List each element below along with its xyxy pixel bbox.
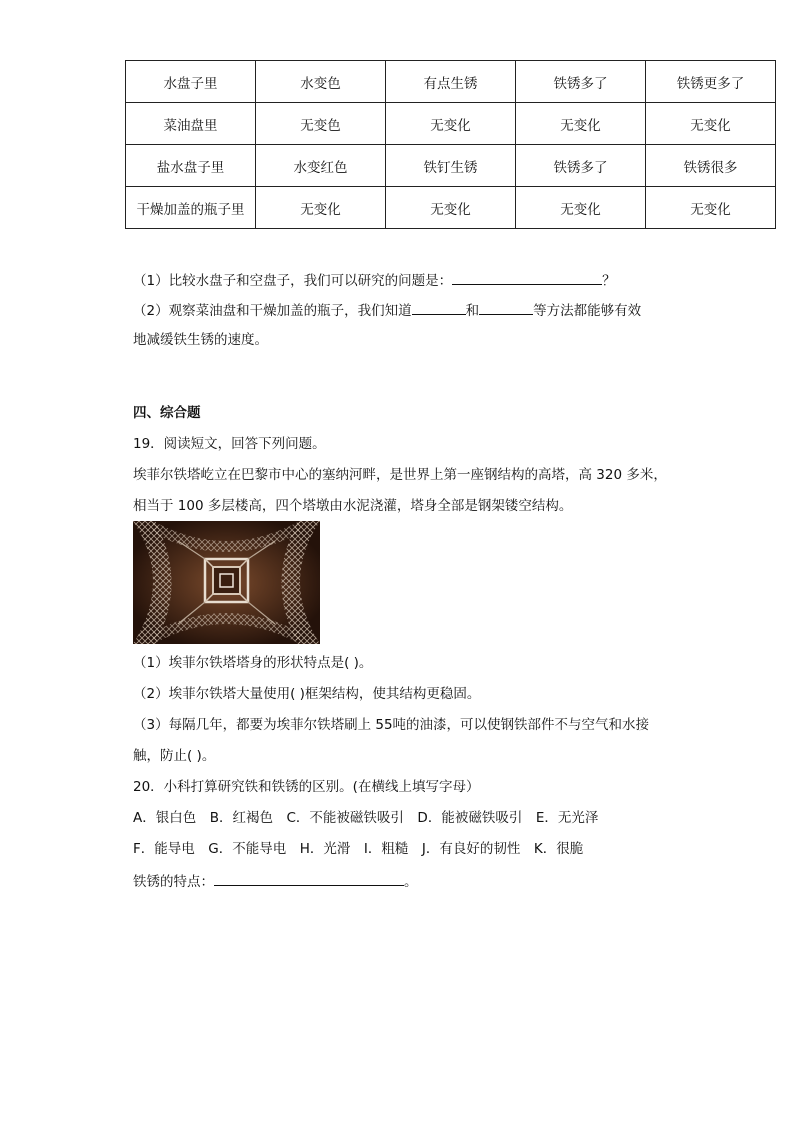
question-20-stem: 20．小科打算研究铁和铁锈的区别。(在横线上填写字母）: [133, 779, 480, 795]
table-cell: 水盘子里: [126, 61, 256, 103]
table-cell: 铁钉生锈: [386, 145, 516, 187]
section-title: 四、综合题: [133, 405, 201, 421]
table-cell: 铁锈多了: [516, 61, 646, 103]
table-row: [126, 187, 776, 229]
q18-part1-end: ？: [602, 273, 616, 289]
table-cell: 盐水盘子里: [126, 145, 256, 187]
table-cell: 水变色: [256, 61, 386, 103]
question-18-part-1: [133, 270, 616, 290]
eiffel-tower-photo: [133, 521, 320, 644]
table-cell: 铁锈很多: [646, 145, 776, 187]
question-18-part-2-cont: 地减缓铁生锈的速度。: [133, 332, 268, 348]
q18-answer-blank-1[interactable]: [452, 270, 602, 285]
table-cell: 无变色: [256, 103, 386, 145]
question-20-answer-line: [133, 871, 418, 891]
table-cell: 无变化: [256, 187, 386, 229]
q18-part2-text: （2）观察菜油盘和干燥加盖的瓶子，我们知道: [133, 303, 412, 319]
question-19-passage-line-1: 埃菲尔铁塔屹立在巴黎市中心的塞纳河畔，是世界上第一座钢结构的高塔，高 320 多米，: [133, 467, 667, 483]
table-cell: 菜油盘里: [126, 103, 256, 145]
question-20-options-line-2: F．能导电 G．不能导电 H．光滑 I．粗糙 J．有良好的韧性 K．很脆: [133, 841, 584, 857]
q18-answer-blank-2[interactable]: [412, 300, 466, 315]
q20-answer-label: 铁锈的特点：: [133, 874, 214, 890]
table-cell: 无变化: [516, 103, 646, 145]
question-19-sub-2: （2）埃菲尔铁塔大量使用( )框架结构，使其结构更稳固。: [133, 686, 481, 702]
table-cell: 无变化: [646, 187, 776, 229]
q20-answer-end: 。: [404, 874, 418, 890]
question-19-sub-1: （1）埃菲尔铁塔塔身的形状特点是( )。: [133, 655, 373, 671]
observation-table: [125, 60, 776, 229]
question-19-passage-line-2: 相当于 100 多层楼高，四个塔墩由水泥浇灌，塔身全部是钢架镂空结构。: [133, 498, 573, 514]
table-cell: 有点生锈: [386, 61, 516, 103]
q20-answer-blank[interactable]: [214, 871, 404, 886]
question-19-sub-3: （3）每隔几年，都要为埃菲尔铁塔刷上 55吨的油漆，可以使钢铁部件不与空气和水接: [133, 717, 650, 733]
q18-answer-blank-3[interactable]: [479, 300, 533, 315]
question-19-sub-3-cont: 触，防止( )。: [133, 748, 216, 764]
question-18-part-2: [133, 300, 641, 320]
q18-part2-end: 等方法都能够有效: [533, 303, 642, 319]
question-19-stem: 19．阅读短文，回答下列问题。: [133, 436, 326, 452]
table-row: [126, 103, 776, 145]
table-cell: 无变化: [646, 103, 776, 145]
table-cell: 铁锈多了: [516, 145, 646, 187]
q18-part2-and: 和: [465, 303, 480, 319]
table-row: [126, 61, 776, 103]
table-cell: 无变化: [386, 187, 516, 229]
table-cell: 无变化: [516, 187, 646, 229]
table-cell: 水变红色: [256, 145, 386, 187]
question-20-options-line-1: A．银白色 B．红褐色 C．不能被磁铁吸引 D．能被磁铁吸引 E．无光泽: [133, 810, 599, 826]
q18-part1-text: （1）比较水盘子和空盘子，我们可以研究的问题是：: [133, 273, 453, 289]
table-cell: 铁锈更多了: [646, 61, 776, 103]
table-cell: 无变化: [386, 103, 516, 145]
table-cell: 干燥加盖的瓶子里: [126, 187, 256, 229]
table-row: [126, 145, 776, 187]
